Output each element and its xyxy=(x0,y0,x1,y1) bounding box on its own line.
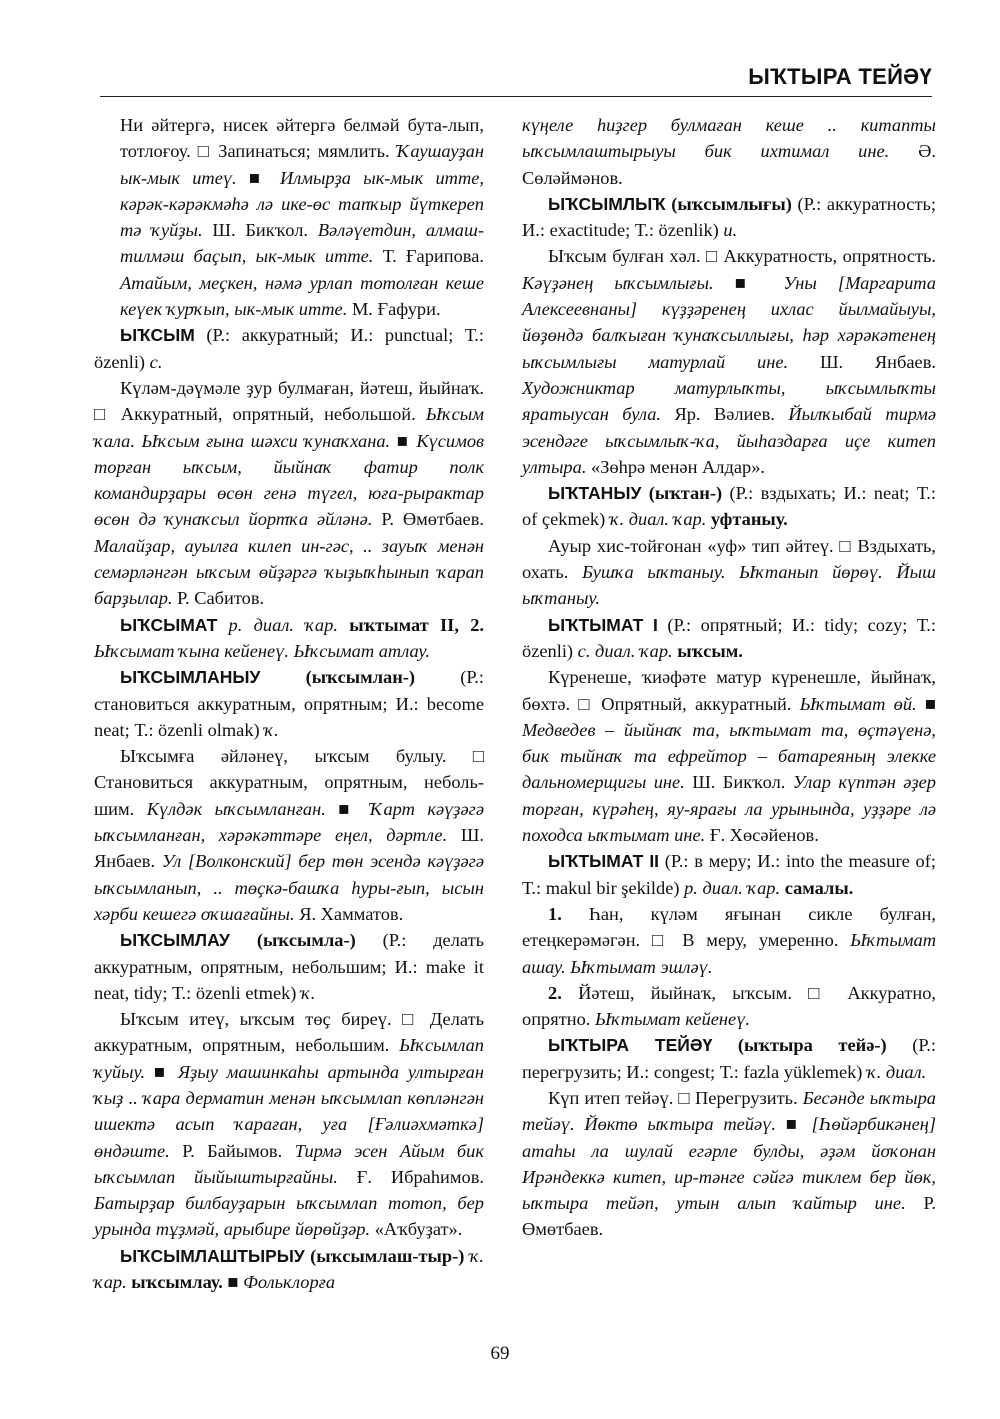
entry-continuation: Ни әйтергә, нисек әйтергә белмәй бута-лып, тотлоғоу. □ Запинаться; мямлить. Ҡаушауҙан ык-мык итеү. ■ Илмырҙа ык-мык итте, кәрәк-кәрәкмәһә лә ике-өс тапҡыр йүткереп тә ҡуйҙы. Ш. Бикҡол. Вәләүетдин, алмаш-тилмәш баҫып, ык-мык итте. Т. Ғарипова. Атайым, меҫкен, нәмә урлап тотолған кеше кеүек ҡурҡып, ык-мык итте. М. Ғафури. xyxy=(120,115,484,320)
example-marker: ■ xyxy=(785,1114,802,1135)
example-marker: ■ xyxy=(153,1061,170,1082)
entry-headline: ЫҠТЫМАТ I (Р.: опрятный; И.: tidy; cozy; Т.: özenli) с. диал. ҡар. ыҡсым. xyxy=(522,614,936,661)
headword: ЫҠСЫМЛАШТЫРЫУ xyxy=(120,1245,305,1266)
entry-headline: ЫҠТЫМАТ II (Р.: в меру; И.: into the measure of; Т.: makul bir şekilde) р. диал. ҡар. самалы. xyxy=(522,851,936,898)
entry-headline: ЫҠСЫМЛАУ (ыҡсымла-) (Р.: делать аккуратным, опрятным, небольшим; И.: make it neat, tidy; Т.: özenli etmek) ҡ. xyxy=(94,930,484,1003)
headword: ЫҠТЫМАТ II xyxy=(548,851,660,872)
entry-continuation: күңеле һиҙгер булмаған кеше .. китапты ыҡсымлаштырыуы бик ихтимал ине. Ә. Сөләймәнов. xyxy=(522,115,936,188)
entry-headline: ЫҠСЫМАТ р. диал. ҡар. ыҡтымат II, 2. Ыҡсымат ҡына кейенеү. Ыҡсымат атлау. xyxy=(94,614,484,661)
headword: ЫҠСЫМ xyxy=(120,325,195,346)
headword: ЫҠСЫМЛАНЫУ xyxy=(120,667,261,688)
example-marker: ■ xyxy=(248,167,268,188)
left-column xyxy=(94,112,484,1295)
headword: ЫҠТЫРА ТЕЙӘҮ xyxy=(548,1035,713,1056)
headword: ЫҠСЫМЛЫҠ xyxy=(548,193,666,214)
example-marker: ■ xyxy=(396,430,410,451)
entry-definition: Ыҡсым итеү, ыҡсым төҫ биреү. □ Делать аккуратным, опрятным, небольшим. Ыҡсымлап ҡуйыу. ■ Яҙыу машинкаһы артында ултырған ҡыҙ .. ҡара дерматин менән ыҡсымлап көпләнгән ишектә асып ҡараған, уға [Ғәлиәхмәткә] өндәште. Р. Байымов. Тирмә эсен Айым бик ыҡсымлап йыйыштырғайны. Ғ. Ибраһимов. Батырҙар билбауҙарын ыҡсымлап тотоп, бер урында тұҙмәй, арыбире йөрөйҙәр. «Аҡбуҙат». xyxy=(94,1009,484,1240)
headword: ЫҠТЫМАТ I xyxy=(548,614,658,635)
example-marker: ■ xyxy=(338,798,358,819)
right-column xyxy=(522,112,936,1243)
headword: ЫҠСЫМЛАУ xyxy=(120,930,230,951)
sense-1: 1. Һан, күләм яғынан сикле булған, етеңкерәмәгән. □ В меру, умеренно. Ыҡтымат ашау. Ыҡтымат эшләү. xyxy=(522,903,936,977)
entry-definition: Күп итеп тейәү. □ Перегрузить. Бесәнде ыҡтыра тейәү. Йөктө ыҡтыра тейәү. ■ [Һөйәрбикәнең] атаһы ла шулай егәрле булды, әҙәм йоҡонан Ирәндеккә китеп, ир-тәнге сәйгә тиклем бер йөк, ыҡтыра тейәп, утын алып ҡайтыр ине. Р. Өмөтбаев. xyxy=(522,1087,937,1240)
entry-definition: Ауыр хис-тойғонан «уф» тип әйтеү. □ Вздыхать, охать. Бушҡа ыҡтаныу. Ыҡтанып йөрөү. Йыш ыҡтаныу. xyxy=(522,535,936,609)
header-rule xyxy=(100,96,932,97)
entry-headline: ЫҠТАНЫУ (ыҡтан-) (Р.: вздыхать; И.: neat; Т.: of çekmek) ҡ. диал. ҡар. уфтаныу. xyxy=(522,483,936,530)
entry-definition: Ыҡсымға әйләнеү, ыҡсым булыу. □ Становиться аккуратным, опрятным, неболь-шим. Күлдәк ыҡсымланған. ■ Ҡарт кәүҙәгә ыҡсымланған, хәрәкәттәре еңел, дәртле. Ш. Янбаев. Ул [Волконский] бер төн эсендә кәүҙәгә ыҡсымланып, .. төҫкә-башҡа һуры-ғып, ысын хәрби кешегә оҡшағайны. Я. Хамматов. xyxy=(94,746,484,924)
entry-headline: ЫҠСЫМЛАШТЫРЫУ (ыҡсымлаш-тыр-) ҡ. ҡар. ыҡсымлау. ■ Фольклорға xyxy=(94,1245,484,1293)
entry-headline: ЫҠСЫМЛЫҠ (ыҡсымлығы) (Р.: аккуратность; И.: exactitude; Т.: özenlik) и. xyxy=(522,193,936,241)
entry-definition: Күренеше, ҡиәфәте матур күренешле, йыйнаҡ, бөхтә. □ Опрятный, аккуратный. Ыҡтымат өй. ■ Медведев – йыйнаҡ та, ыҡтымат та, өҫтәүенә, бик тыйнаҡ та ефрейтор – батареяның элекке дальномерщигы ине. Ш. Бикҡол. Улар күптән әҙер торған, күрәһең, яу-ярағы ла урынында, уҙҙәре лә походса ыҡтымат ине. Ғ. Хөсәйенов. xyxy=(522,667,937,846)
page-number: 69 xyxy=(490,1343,510,1364)
entry-headline: ЫҠСЫМЛАНЫУ (ыҡсымлан-) (Р.: становиться аккуратным, опрятным; И.: become neat; Т.: özenli olmak) ҡ. xyxy=(94,667,484,740)
entry-headline: ЫҠСЫМ (Р.: аккуратный; И.: punctual; Т.: özenli) с. xyxy=(94,325,484,372)
example-marker: ■ xyxy=(924,693,936,714)
entry-definition: Ыҡсым булған хәл. □ Аккуратность, опрятность. Кәүҙәнең ыҡсымлығы. ■ Уны [Маргарита Алексеевнаны] күҙҙәренең ихлас йылмайыуы, йөҙөндә балҡыған ҡунаҡсыллығы, һәр хәрәкәтенең ыҡсымлығы матурлай ине. Ш. Янбаев. Художниктар матурлыҡты, ыҡсымлыҡты яратыусан була. Яр. Вәлиев. Йылҡыбай тирмә эсендәге ыҡсымлыҡ-ҡа, йыһаздарға иҫе китеп ултыра. «Зөһрә менән Алдар». xyxy=(522,246,936,477)
example-marker: ■ xyxy=(734,272,763,293)
headword: ЫҠСЫМАТ xyxy=(120,614,218,635)
running-head: ЫҠТЫРА ТЕЙӘҮ xyxy=(748,64,932,89)
entry-definition: Күләм-дәүмәле ҙур булмаған, йәтеш, йыйнаҡ. □ Аккуратный, опрятный, небольшой. Ыҡсым ҡала. Ыҡсым ғына шәхси ҡунаҡхана. ■ Күсимов торған ыҡсым, йыйнаҡ фатир полк командирҙары өсөн генә түгел, юға-рырактар өсөн дә ҡунаҡсыл йортҡа әйләнә. Р. Өмөтбаев. Малайҙар, ауылға килеп ин-гәс, .. зауыҡ менән семәрләнгән ыҡсым өйҙәргә ҡыҙыҡһынып ҡарап барҙылар. Р. Сабитов. xyxy=(94,377,484,609)
entry-headline: ЫҠТЫРА ТЕЙӘҮ (ыҡтыра тейә-) (Р.: перегрузить; И.: congest; Т.: fazla yüklemek) ҡ. диал. xyxy=(522,1035,937,1082)
headword: ЫҠТАНЫУ xyxy=(548,483,642,504)
sense-2: 2. Йәтеш, йыйнаҡ, ыҡсым. □ Аккуратно, опрятно. Ыҡтымат кейенеү. xyxy=(522,982,936,1030)
